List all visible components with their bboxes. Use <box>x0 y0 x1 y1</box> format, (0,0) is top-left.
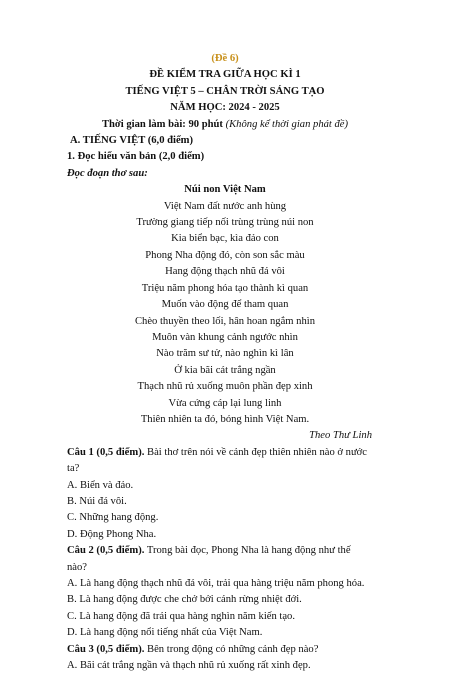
poem-line: Vừa cứng cáp lại lung linh <box>168 397 282 409</box>
question-2-option-d: D. Là hang động nổi tiếng nhất của Việt Nam. <box>67 627 263 639</box>
poem-line: Việt Nam đất nước anh hùng <box>163 200 287 212</box>
poem-line: Thạch nhũ rủ xuống muôn phần đẹp xinh <box>137 381 313 393</box>
question-2-stem <box>67 543 372 576</box>
question-1-option-c: C. Những hang động. <box>67 512 159 524</box>
school-year: NĂM HỌC: 2024 - 2025 <box>170 102 280 114</box>
part1-heading: 1. Đọc hiểu văn bản (2,0 điểm) <box>67 151 205 163</box>
poem-line: Chèo thuyền theo lối, hân hoan ngắm nhìn <box>134 315 316 327</box>
poem-line: Muôn vàn khung cảnh ngước nhìn <box>152 331 298 343</box>
question-3-text: Bên trong động có những cảnh đẹp nào? <box>144 643 319 655</box>
poem-line: Phong Nha động đó, còn son sắc màu <box>145 249 305 261</box>
poem-line: Nào trăm sư tử, nào nghìn kì lân <box>156 348 294 360</box>
question-1-option-d: D. Động Phong Nha. <box>67 528 157 540</box>
question-3-stem <box>67 642 372 658</box>
question-1-text: Bài thơ trên nói về cảnh đẹp thiên nhiên nào ở nước ta? <box>67 446 367 475</box>
poem-title: Núi non Việt Nam <box>184 184 266 196</box>
poem-author: Theo Thư Linh <box>309 430 372 442</box>
poem-line: Ở kia bãi cát trắng ngần <box>174 364 276 376</box>
exam-title-line1: ĐỀ KIỂM TRA GIỮA HỌC KÌ 1 <box>149 69 301 81</box>
question-2-label: Câu 2 (0,5 điểm). <box>67 545 145 557</box>
question-2-option-b: B. Là hang động được che chở bởi cánh rừng nhiệt đới. <box>67 594 302 606</box>
question-1-stem <box>67 445 372 478</box>
exam-number: (Đề 6) <box>211 53 239 64</box>
question-1-label: Câu 1 (0,5 điểm). <box>67 446 145 458</box>
poem-body <box>0 199 450 429</box>
exam-title-line2: TIẾNG VIỆT 5 – CHÂN TRỜI SÁNG TẠO <box>125 85 325 97</box>
time-label: Thời gian làm bài: 90 phút <box>101 118 223 130</box>
question-1-option-a: A. Biển và đảo. <box>67 479 134 491</box>
part1-instruction: Đọc đoạn thơ sau: <box>67 167 148 179</box>
poem-line: Trường giang tiếp nối trùng trùng núi non <box>136 217 314 229</box>
time-note: (Không kể thời gian phát đề) <box>225 118 349 130</box>
exam-title-block <box>0 67 450 116</box>
poem-line: Muốn vào động để tham quan <box>161 299 289 311</box>
question-3 <box>67 642 372 674</box>
question-1 <box>67 445 372 543</box>
question-3-option-a: A. Bãi cát trắng ngần và thạch nhũ rủ xuống rất xinh đẹp. <box>67 660 311 672</box>
poem-line: Triệu năm phong hóa tạo thành kì quan <box>141 282 309 294</box>
question-3-label: Câu 3 (0,5 điểm). <box>67 643 145 655</box>
question-2-option-a: A. Là hang động thạch nhũ đá vôi, trải qua hàng triệu năm phong hóa. <box>67 578 365 589</box>
question-2 <box>67 543 372 641</box>
question-2-option-c: C. Là hang động đã trải qua hàng nghìn năm kiến tạo. <box>67 610 296 622</box>
question-2-text: Trong bài đọc, Phong Nha là hang động như thế nào? <box>67 545 351 573</box>
poem-line: Thiên nhiên ta đó, bóng hình Việt Nam. <box>140 413 310 425</box>
section-a-heading: A. TIẾNG VIỆT (6,0 điểm) <box>70 135 194 147</box>
question-1-option-b: B. Núi đá vôi. <box>67 495 127 507</box>
poem-line: Hang động thạch nhũ đá vôi <box>165 266 285 278</box>
time-line <box>0 117 450 133</box>
poem-line: Kia biển bạc, kìa đảo con <box>171 233 279 245</box>
